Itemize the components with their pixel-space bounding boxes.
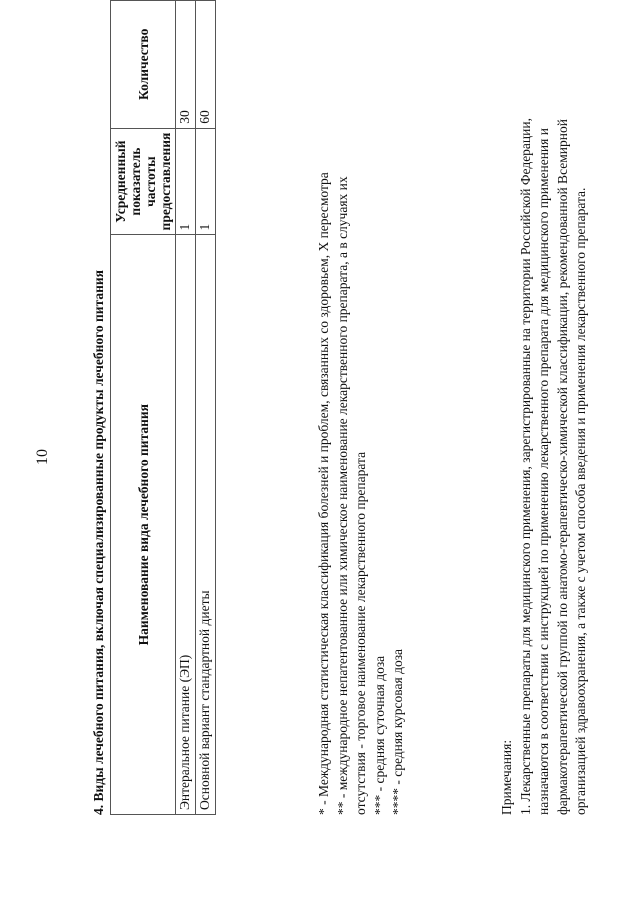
footnote-line: *** - средняя суточная доза xyxy=(371,655,387,815)
table-row xyxy=(176,1,196,815)
cell-name: Энтеральное питание (ЭП) xyxy=(176,235,196,815)
header-quantity: Количество xyxy=(111,1,176,129)
notes-line: 1. Лекарственные препараты для медицинского применения, зарегистрированные на территории Российской Федерации, xyxy=(517,118,533,815)
footnote-line: **** - средняя курсовая доза xyxy=(390,648,405,815)
section-title: 4. Виды лечебного питания, включая специализированные продукты лечебного питания xyxy=(91,270,106,815)
nutrition-table xyxy=(110,0,216,815)
footnote-line: отсутствия - торговое наименование лекарственного препарата xyxy=(353,451,368,815)
table-row xyxy=(196,1,216,815)
footnote-line: * - Международная статистическая классификация болезней и проблем, связанных со здоровьем, X пересмотра xyxy=(316,172,331,815)
cell-quantity: 60 xyxy=(196,1,216,129)
page-number: 10 xyxy=(34,449,51,465)
footnotes xyxy=(315,172,408,815)
cell-name: Основной вариант стандартной диеты xyxy=(196,235,216,815)
cell-quantity: 30 xyxy=(176,1,196,129)
footnote-line: ** - международное непатентованное или химическое наименование лекарственного препарата, а в случаях их xyxy=(334,176,350,815)
header-frequency: Усредненный показатель частоты предоставления xyxy=(111,128,176,235)
notes-heading: Примечания: xyxy=(499,739,514,815)
cell-frequency: 1 xyxy=(196,128,216,235)
notes-line: фармакотерапевтической группой по анатомо-терапевтическо-химической классификации, рекомендованной Всемирной xyxy=(554,119,570,815)
table-header-row xyxy=(111,1,176,815)
cell-frequency: 1 xyxy=(176,128,196,235)
notes xyxy=(498,35,591,815)
notes-line: организацией здравоохранения, а также с учетом способа введения и применения лекарственного препарата. xyxy=(573,187,588,815)
header-name: Наименование вида лечебного питания xyxy=(111,235,176,815)
notes-line: назначаются в соответствии с инструкцией по применению лекарственного препарата для медицинского применения и xyxy=(536,128,551,815)
